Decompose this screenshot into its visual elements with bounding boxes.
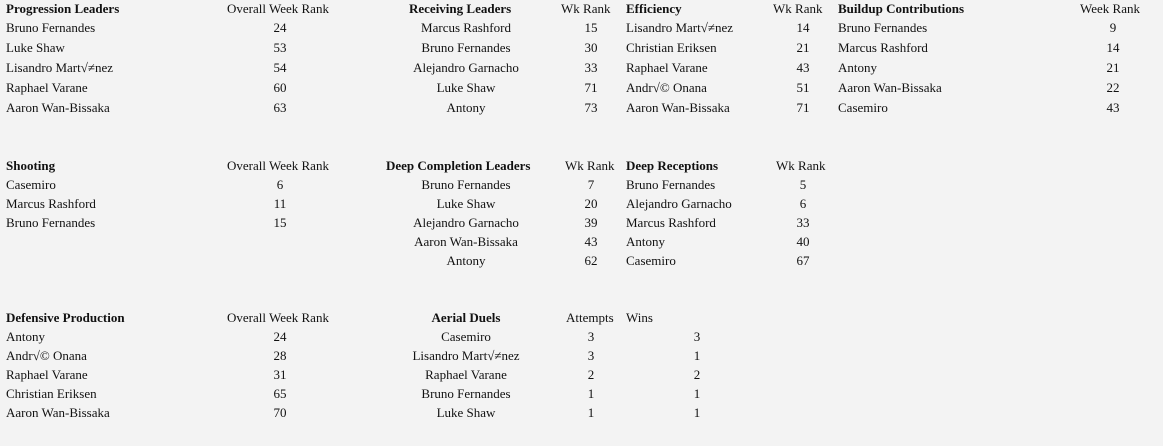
defensive-name: Andr√© Onana [6, 348, 87, 363]
defensive-rank: 24 [273, 329, 287, 344]
defensive-title: Defensive Production [6, 310, 125, 325]
aerial-attempts: 3 [587, 348, 595, 363]
aerial-name: Luke Shaw [436, 405, 496, 420]
aerial-wins: 1 [693, 386, 701, 401]
buildup-rank: 9 [1109, 20, 1117, 35]
deep-completion-name: Luke Shaw [436, 196, 496, 211]
deep-completion-rank: 20 [584, 196, 598, 211]
receiving-name: Alejandro Garnacho [413, 60, 519, 75]
efficiency-name: Lisandro Mart√≠nez [626, 20, 734, 35]
aerial-name: Casemiro [441, 329, 491, 344]
progression-col-header: Overall Week Rank [227, 1, 329, 16]
deep-completion-col-header: Wk Rank [565, 158, 615, 173]
buildup-name: Aaron Wan-Bissaka [838, 80, 942, 95]
efficiency-title: Efficiency [626, 1, 682, 16]
efficiency-col-header: Wk Rank [773, 1, 823, 16]
progression-title: Progression Leaders [6, 1, 120, 16]
aerial-name: Bruno Fernandes [421, 386, 511, 401]
deep-completion-rank: 7 [587, 177, 595, 192]
receiving-name: Antony [446, 100, 486, 115]
defensive-col-header: Overall Week Rank [227, 310, 329, 325]
shooting-title: Shooting [6, 158, 56, 173]
progression-name: Lisandro Mart√≠nez [6, 60, 114, 75]
progression-rank: 54 [273, 60, 287, 75]
receiving-rank: 30 [584, 40, 598, 55]
efficiency-rank: 43 [796, 60, 810, 75]
aerial-attempts-header: Attempts [566, 310, 614, 325]
deep-receptions-rank: 67 [796, 253, 810, 268]
deep-completion-name: Aaron Wan-Bissaka [414, 234, 518, 249]
deep-completion-name: Alejandro Garnacho [413, 215, 519, 230]
buildup-rank: 14 [1106, 40, 1120, 55]
buildup-name: Bruno Fernandes [838, 20, 928, 35]
defensive-rank: 31 [273, 367, 287, 382]
shooting-rank: 6 [276, 177, 284, 192]
aerial-title: Aerial Duels [431, 310, 501, 325]
aerial-wins-header: Wins [626, 310, 653, 325]
progression-rank: 63 [273, 100, 287, 115]
aerial-name: Lisandro Mart√≠nez [412, 348, 520, 363]
receiving-name: Bruno Fernandes [421, 40, 511, 55]
defensive-rank: 65 [273, 386, 287, 401]
buildup-rank: 21 [1106, 60, 1120, 75]
progression-name: Aaron Wan-Bissaka [6, 100, 110, 115]
aerial-attempts: 3 [587, 329, 595, 344]
receiving-name: Luke Shaw [436, 80, 496, 95]
buildup-rank: 43 [1106, 100, 1120, 115]
progression-rank: 53 [273, 40, 287, 55]
efficiency-name: Aaron Wan-Bissaka [626, 100, 730, 115]
deep-receptions-name: Marcus Rashford [626, 215, 716, 230]
buildup-name: Casemiro [838, 100, 888, 115]
shooting-name: Casemiro [6, 177, 56, 192]
deep-receptions-rank: 5 [799, 177, 807, 192]
progression-name: Raphael Varane [6, 80, 88, 95]
deep-receptions-name: Alejandro Garnacho [626, 196, 732, 211]
aerial-wins: 2 [693, 367, 701, 382]
aerial-name: Raphael Varane [425, 367, 507, 382]
aerial-wins: 1 [693, 405, 701, 420]
deep-receptions-name: Casemiro [626, 253, 676, 268]
receiving-rank: 33 [584, 60, 598, 75]
deep-receptions-title: Deep Receptions [626, 158, 719, 173]
buildup-rank: 22 [1106, 80, 1120, 95]
shooting-name: Marcus Rashford [6, 196, 96, 211]
deep-receptions-rank: 6 [799, 196, 807, 211]
efficiency-name: Andr√© Onana [626, 80, 707, 95]
defensive-name: Raphael Varane [6, 367, 88, 382]
deep-completion-rank: 62 [584, 253, 598, 268]
aerial-attempts: 1 [587, 386, 595, 401]
deep-completion-rank: 43 [584, 234, 598, 249]
shooting-rank: 11 [273, 196, 287, 211]
defensive-rank: 70 [273, 405, 287, 420]
efficiency-rank: 51 [796, 80, 810, 95]
defensive-rank: 28 [273, 348, 287, 363]
receiving-name: Marcus Rashford [421, 20, 511, 35]
deep-completion-name: Antony [446, 253, 486, 268]
aerial-attempts: 1 [587, 405, 595, 420]
shooting-name: Bruno Fernandes [6, 215, 96, 230]
aerial-attempts: 2 [587, 367, 595, 382]
buildup-name: Marcus Rashford [838, 40, 928, 55]
progression-rank: 24 [273, 20, 287, 35]
progression-rank: 60 [273, 80, 287, 95]
deep-receptions-name: Antony [626, 234, 665, 249]
buildup-col-header: Week Rank [1080, 1, 1140, 16]
efficiency-name: Christian Eriksen [626, 40, 717, 55]
efficiency-rank: 21 [796, 40, 810, 55]
progression-name: Luke Shaw [6, 40, 65, 55]
progression-name: Bruno Fernandes [6, 20, 96, 35]
defensive-name: Aaron Wan-Bissaka [6, 405, 110, 420]
aerial-wins: 3 [693, 329, 701, 344]
defensive-name: Christian Eriksen [6, 386, 97, 401]
deep-receptions-rank: 33 [796, 215, 810, 230]
deep-receptions-name: Bruno Fernandes [626, 177, 716, 192]
receiving-rank: 15 [584, 20, 598, 35]
receiving-rank: 71 [584, 80, 598, 95]
receiving-col-header: Wk Rank [561, 1, 611, 16]
deep-receptions-col-header: Wk Rank [776, 158, 826, 173]
buildup-title: Buildup Contributions [838, 1, 965, 16]
efficiency-name: Raphael Varane [626, 60, 708, 75]
deep-completion-name: Bruno Fernandes [421, 177, 511, 192]
efficiency-rank: 71 [796, 100, 810, 115]
deep-completion-title: Deep Completion Leaders [386, 158, 531, 173]
aerial-wins: 1 [693, 348, 701, 363]
buildup-name: Antony [838, 60, 877, 75]
shooting-col-header: Overall Week Rank [227, 158, 329, 173]
shooting-rank: 15 [273, 215, 287, 230]
receiving-rank: 73 [584, 100, 598, 115]
receiving-title: Receiving Leaders [409, 1, 512, 16]
deep-receptions-rank: 40 [796, 234, 810, 249]
deep-completion-rank: 39 [584, 215, 598, 230]
defensive-name: Antony [6, 329, 45, 344]
efficiency-rank: 14 [796, 20, 810, 35]
